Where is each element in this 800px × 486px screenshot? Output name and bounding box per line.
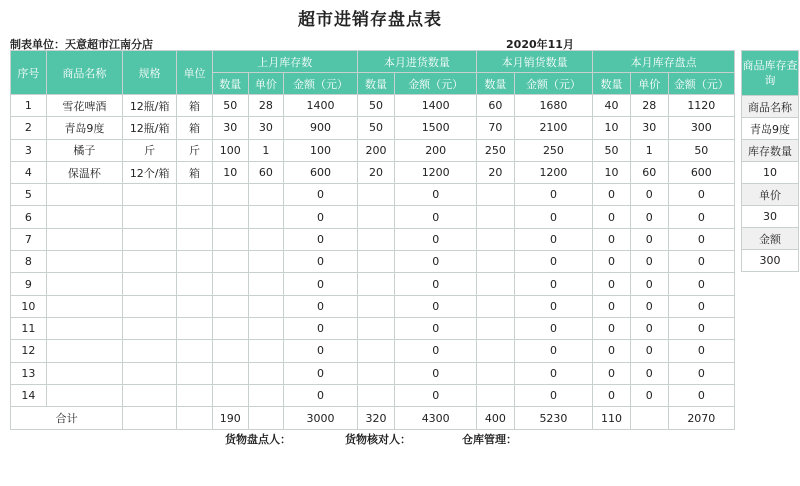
- purchase-amount-cell[interactable]: 200: [395, 139, 477, 161]
- prev-price-cell[interactable]: [248, 340, 284, 362]
- total-purchase-qty[interactable]: 320: [357, 407, 395, 430]
- row-seq-cell[interactable]: 9: [11, 273, 47, 295]
- unit-cell[interactable]: 斤: [177, 139, 213, 161]
- spec-cell[interactable]: [123, 362, 177, 384]
- purchase-amount-cell[interactable]: 0: [395, 184, 477, 206]
- prev-amount-cell[interactable]: 0: [284, 384, 357, 406]
- stock-qty-cell[interactable]: 0: [593, 295, 631, 317]
- stock-qty-cell[interactable]: 40: [593, 95, 631, 117]
- purchase-qty-cell[interactable]: [357, 340, 395, 362]
- purchase-qty-cell[interactable]: 20: [357, 161, 395, 183]
- unit-cell[interactable]: [177, 251, 213, 273]
- unit-cell[interactable]: [177, 317, 213, 339]
- prev-price-cell[interactable]: [248, 184, 284, 206]
- stock-price-cell[interactable]: 0: [630, 251, 668, 273]
- prev-qty-cell[interactable]: [212, 384, 248, 406]
- product-name-cell[interactable]: [46, 384, 122, 406]
- stock-amount-cell[interactable]: 0: [668, 184, 734, 206]
- row-seq-cell[interactable]: 8: [11, 251, 47, 273]
- product-name-cell[interactable]: [46, 184, 122, 206]
- row-seq-cell[interactable]: 14: [11, 384, 47, 406]
- stock-amount-cell[interactable]: 300: [668, 117, 734, 139]
- stock-amount-cell[interactable]: 0: [668, 228, 734, 250]
- purchase-qty-cell[interactable]: [357, 384, 395, 406]
- total-label[interactable]: 合计: [11, 407, 123, 430]
- purchase-amount-cell[interactable]: 0: [395, 384, 477, 406]
- sales-amount-cell[interactable]: 0: [514, 362, 593, 384]
- header-amount: 金额（元）: [668, 73, 734, 95]
- table-row: [11, 340, 735, 362]
- purchase-qty-cell[interactable]: [357, 295, 395, 317]
- sales-amount-cell[interactable]: 0: [514, 251, 593, 273]
- stock-price-cell[interactable]: 0: [630, 295, 668, 317]
- total-stock-amount[interactable]: 2070: [668, 407, 734, 430]
- table-row: [11, 317, 735, 339]
- purchase-qty-cell[interactable]: 200: [357, 139, 395, 161]
- row-seq-cell[interactable]: 10: [11, 295, 47, 317]
- prev-qty-cell[interactable]: 50: [212, 95, 248, 117]
- query-title: 商品库存查询: [742, 51, 798, 96]
- stock-amount-cell[interactable]: 0: [668, 340, 734, 362]
- product-name-cell[interactable]: [46, 317, 122, 339]
- table-row: [11, 362, 735, 384]
- spec-cell[interactable]: [123, 384, 177, 406]
- sales-amount-cell[interactable]: 0: [514, 295, 593, 317]
- stock-amount-cell[interactable]: 50: [668, 139, 734, 161]
- header-prev-stock: 上月库存数: [212, 51, 357, 73]
- query-price-label: 单价: [742, 184, 798, 206]
- purchase-qty-cell[interactable]: [357, 251, 395, 273]
- prev-amount-cell[interactable]: 0: [284, 295, 357, 317]
- total-prev-qty[interactable]: 190: [212, 407, 248, 430]
- purchase-amount-cell[interactable]: 1200: [395, 161, 477, 183]
- total-purchase-amount[interactable]: 4300: [395, 407, 477, 430]
- stock-amount-cell[interactable]: 0: [668, 384, 734, 406]
- sales-amount-cell[interactable]: 0: [514, 184, 593, 206]
- query-price-value[interactable]: 30: [742, 206, 798, 228]
- stock-query-panel: [741, 50, 799, 272]
- table-row: [11, 117, 735, 139]
- header-amount: 金额（元）: [284, 73, 357, 95]
- table-row: [11, 251, 735, 273]
- footer-checker: 货物核对人：: [345, 433, 411, 446]
- stock-qty-cell[interactable]: 50: [593, 139, 631, 161]
- header-qty: 数量: [357, 73, 395, 95]
- cell[interactable]: [123, 407, 177, 430]
- total-sales-qty[interactable]: 400: [476, 407, 514, 430]
- unit-cell[interactable]: [177, 384, 213, 406]
- prev-qty-cell[interactable]: [212, 273, 248, 295]
- stock-qty-cell[interactable]: 0: [593, 228, 631, 250]
- spec-cell[interactable]: [123, 206, 177, 228]
- product-name-cell[interactable]: [46, 273, 122, 295]
- stock-amount-cell[interactable]: 0: [668, 317, 734, 339]
- sales-amount-cell[interactable]: 0: [514, 206, 593, 228]
- cell[interactable]: [248, 407, 284, 430]
- stock-qty-cell[interactable]: 0: [593, 251, 631, 273]
- stock-amount-cell[interactable]: 0: [668, 295, 734, 317]
- prev-qty-cell[interactable]: [212, 362, 248, 384]
- stock-qty-cell[interactable]: 0: [593, 340, 631, 362]
- cell[interactable]: [177, 407, 213, 430]
- sales-qty-cell[interactable]: [476, 295, 514, 317]
- spec-cell[interactable]: 12个/箱: [123, 161, 177, 183]
- product-name-cell[interactable]: 橘子: [46, 139, 122, 161]
- header-amount: 金额（元）: [514, 73, 593, 95]
- purchase-qty-cell[interactable]: [357, 362, 395, 384]
- spec-cell[interactable]: [123, 340, 177, 362]
- stock-price-cell[interactable]: 0: [630, 273, 668, 295]
- purchase-qty-cell[interactable]: [357, 317, 395, 339]
- stock-amount-cell[interactable]: 0: [668, 362, 734, 384]
- stock-amount-cell[interactable]: 0: [668, 206, 734, 228]
- sales-qty-cell[interactable]: 60: [476, 95, 514, 117]
- stock-qty-cell[interactable]: 0: [593, 273, 631, 295]
- stock-qty-cell[interactable]: 10: [593, 161, 631, 183]
- sales-amount-cell[interactable]: 0: [514, 317, 593, 339]
- prev-price-cell[interactable]: 1: [248, 139, 284, 161]
- purchase-qty-cell[interactable]: 50: [357, 95, 395, 117]
- query-amount-label: 金额: [742, 228, 798, 250]
- stock-amount-cell[interactable]: 1120: [668, 95, 734, 117]
- product-name-cell[interactable]: 雪花啤酒: [46, 95, 122, 117]
- unit-cell[interactable]: 箱: [177, 117, 213, 139]
- table-row: [11, 139, 735, 161]
- purchase-amount-cell[interactable]: 0: [395, 228, 477, 250]
- stock-qty-cell[interactable]: 0: [593, 206, 631, 228]
- header-spec: 规格: [123, 51, 177, 95]
- table-row: [11, 384, 735, 406]
- prev-price-cell[interactable]: [248, 362, 284, 384]
- prev-qty-cell[interactable]: [212, 228, 248, 250]
- sales-amount-cell[interactable]: 2100: [514, 117, 593, 139]
- query-name-value[interactable]: 青岛9度: [742, 118, 798, 140]
- unit-cell[interactable]: [177, 228, 213, 250]
- sales-qty-cell[interactable]: [476, 273, 514, 295]
- query-qty-value[interactable]: 10: [742, 162, 798, 184]
- prev-amount-cell[interactable]: 0: [284, 273, 357, 295]
- prev-qty-cell[interactable]: [212, 340, 248, 362]
- prev-qty-cell[interactable]: 100: [212, 139, 248, 161]
- product-name-cell[interactable]: [46, 362, 122, 384]
- spec-cell[interactable]: [123, 273, 177, 295]
- row-seq-cell[interactable]: 4: [11, 161, 47, 183]
- total-sales-amount[interactable]: 5230: [514, 407, 593, 430]
- row-seq-cell[interactable]: 3: [11, 139, 47, 161]
- sales-qty-cell[interactable]: 250: [476, 139, 514, 161]
- prev-qty-cell[interactable]: 30: [212, 117, 248, 139]
- unit-cell[interactable]: [177, 362, 213, 384]
- sales-qty-cell[interactable]: 70: [476, 117, 514, 139]
- spec-cell[interactable]: 12瓶/箱: [123, 117, 177, 139]
- query-amount-value[interactable]: 300: [759, 254, 781, 267]
- header-qty: 数量: [476, 73, 514, 95]
- total-prev-amount[interactable]: 3000: [284, 407, 357, 430]
- sales-qty-cell[interactable]: [476, 384, 514, 406]
- row-seq-cell[interactable]: 5: [11, 184, 47, 206]
- product-name-cell[interactable]: [46, 340, 122, 362]
- stock-price-cell[interactable]: 0: [630, 184, 668, 206]
- stock-qty-cell[interactable]: 0: [593, 384, 631, 406]
- header-name: 商品名称: [46, 51, 122, 95]
- sales-amount-cell[interactable]: 0: [514, 340, 593, 362]
- prev-amount-cell[interactable]: 900: [284, 117, 357, 139]
- product-name-cell[interactable]: 保温杯: [46, 161, 122, 183]
- sales-amount-cell[interactable]: 0: [514, 273, 593, 295]
- query-name-label: 商品名称: [742, 96, 798, 118]
- table-row: [11, 228, 735, 250]
- footer-counter: 货物盘点人：: [225, 433, 291, 446]
- product-name-cell[interactable]: [46, 228, 122, 250]
- header-amount: 金额（元）: [395, 73, 477, 95]
- stock-price-cell[interactable]: 0: [630, 228, 668, 250]
- inventory-table: [10, 50, 735, 430]
- sales-amount-cell[interactable]: 250: [514, 139, 593, 161]
- sales-qty-cell[interactable]: [476, 206, 514, 228]
- stock-price-cell[interactable]: 0: [630, 340, 668, 362]
- purchase-amount-cell[interactable]: 1500: [395, 117, 477, 139]
- row-seq-cell[interactable]: 1: [11, 95, 47, 117]
- stock-qty-cell[interactable]: 0: [593, 317, 631, 339]
- purchase-qty-cell[interactable]: 50: [357, 117, 395, 139]
- prev-price-cell[interactable]: 30: [248, 117, 284, 139]
- prev-price-cell[interactable]: [248, 384, 284, 406]
- total-stock-qty[interactable]: 110: [593, 407, 631, 430]
- footer-manager: 仓库管理：: [462, 433, 517, 446]
- purchase-amount-cell[interactable]: 0: [395, 340, 477, 362]
- unit-cell[interactable]: 箱: [177, 161, 213, 183]
- row-seq-cell[interactable]: 2: [11, 117, 47, 139]
- stock-amount-cell[interactable]: 600: [668, 161, 734, 183]
- prev-qty-cell[interactable]: [212, 295, 248, 317]
- header-sales: 本月销货数量: [476, 51, 592, 73]
- prev-price-cell[interactable]: [248, 251, 284, 273]
- total-row: [11, 407, 735, 430]
- purchase-amount-cell[interactable]: 0: [395, 251, 477, 273]
- sales-amount-cell[interactable]: 0: [514, 384, 593, 406]
- product-name-cell[interactable]: [46, 206, 122, 228]
- row-seq-cell[interactable]: 12: [11, 340, 47, 362]
- header-qty: 数量: [593, 73, 631, 95]
- row-seq-cell[interactable]: 11: [11, 317, 47, 339]
- stock-price-cell[interactable]: 0: [630, 206, 668, 228]
- product-name-cell[interactable]: [46, 251, 122, 273]
- spec-cell[interactable]: [123, 184, 177, 206]
- cell[interactable]: [630, 407, 668, 430]
- table-row: [11, 184, 735, 206]
- sales-qty-cell[interactable]: [476, 228, 514, 250]
- table-row: [11, 95, 735, 117]
- sheet-title: 超市进销存盘点表: [298, 10, 442, 30]
- prev-price-cell[interactable]: [248, 295, 284, 317]
- prev-amount-cell[interactable]: 100: [284, 139, 357, 161]
- header-qty: 数量: [212, 73, 248, 95]
- sales-qty-cell[interactable]: [476, 340, 514, 362]
- stock-price-cell[interactable]: 28: [630, 95, 668, 117]
- unit-cell[interactable]: [177, 295, 213, 317]
- spec-cell[interactable]: 12瓶/箱: [123, 95, 177, 117]
- stock-price-cell[interactable]: 0: [630, 362, 668, 384]
- stock-price-cell[interactable]: 0: [630, 317, 668, 339]
- row-seq-cell[interactable]: 7: [11, 228, 47, 250]
- purchase-qty-cell[interactable]: [357, 273, 395, 295]
- prev-qty-cell[interactable]: [212, 317, 248, 339]
- prev-amount-cell[interactable]: 0: [284, 340, 357, 362]
- table-row: [11, 273, 735, 295]
- prev-amount-cell[interactable]: 0: [284, 317, 357, 339]
- header-price: 单价: [248, 73, 284, 95]
- spec-cell[interactable]: 斤: [123, 139, 177, 161]
- sales-qty-cell[interactable]: [476, 184, 514, 206]
- header-seq: 序号: [11, 51, 47, 95]
- prev-amount-cell[interactable]: 0: [284, 206, 357, 228]
- product-name-cell[interactable]: [46, 295, 122, 317]
- spec-cell[interactable]: [123, 317, 177, 339]
- sales-qty-cell[interactable]: [476, 251, 514, 273]
- prev-amount-cell[interactable]: 600: [284, 161, 357, 183]
- purchase-amount-cell[interactable]: 0: [395, 362, 477, 384]
- prev-amount-cell[interactable]: 0: [284, 362, 357, 384]
- row-seq-cell[interactable]: 13: [11, 362, 47, 384]
- stock-amount-cell[interactable]: 0: [668, 273, 734, 295]
- purchase-qty-cell[interactable]: [357, 206, 395, 228]
- prev-amount-cell[interactable]: 0: [284, 184, 357, 206]
- unit-cell[interactable]: 箱: [177, 95, 213, 117]
- header-purchase: 本月进货数量: [357, 51, 476, 73]
- stock-price-cell[interactable]: 30: [630, 117, 668, 139]
- unit-label: 制表单位：天意超市江南分店: [10, 38, 153, 51]
- sales-amount-cell[interactable]: 1200: [514, 161, 593, 183]
- prev-price-cell[interactable]: [248, 317, 284, 339]
- prev-amount-cell[interactable]: 0: [284, 251, 357, 273]
- header-price: 单价: [630, 73, 668, 95]
- purchase-amount-cell[interactable]: 0: [395, 295, 477, 317]
- sales-amount-cell[interactable]: 1680: [514, 95, 593, 117]
- prev-amount-cell[interactable]: 0: [284, 228, 357, 250]
- purchase-qty-cell[interactable]: [357, 228, 395, 250]
- query-qty-label: 库存数量: [742, 140, 798, 162]
- product-name-cell[interactable]: 青岛9度: [46, 117, 122, 139]
- table-row: [11, 295, 735, 317]
- spec-cell[interactable]: [123, 295, 177, 317]
- sales-qty-cell[interactable]: [476, 362, 514, 384]
- header-unit: 单位: [177, 51, 213, 95]
- table-row: [11, 161, 735, 183]
- stock-price-cell[interactable]: 0: [630, 384, 668, 406]
- prev-qty-cell[interactable]: 10: [212, 161, 248, 183]
- prev-price-cell[interactable]: [248, 273, 284, 295]
- prev-amount-cell[interactable]: 1400: [284, 95, 357, 117]
- prev-price-cell[interactable]: [248, 228, 284, 250]
- header-stocktake: 本月库存盘点: [593, 51, 735, 73]
- purchase-amount-cell[interactable]: 0: [395, 317, 477, 339]
- unit-cell[interactable]: [177, 206, 213, 228]
- sales-qty-cell[interactable]: [476, 317, 514, 339]
- stock-amount-cell[interactable]: 0: [668, 251, 734, 273]
- prev-price-cell[interactable]: 60: [248, 161, 284, 183]
- stock-qty-cell[interactable]: 0: [593, 362, 631, 384]
- stock-qty-cell[interactable]: 0: [593, 184, 631, 206]
- purchase-amount-cell[interactable]: 1400: [395, 95, 477, 117]
- table-row: [11, 206, 735, 228]
- unit-cell[interactable]: [177, 340, 213, 362]
- stock-price-cell[interactable]: 1: [630, 139, 668, 161]
- prev-qty-cell[interactable]: [212, 184, 248, 206]
- stock-qty-cell[interactable]: 10: [593, 117, 631, 139]
- unit-cell[interactable]: [177, 273, 213, 295]
- spec-cell[interactable]: [123, 228, 177, 250]
- sales-qty-cell[interactable]: 20: [476, 161, 514, 183]
- spec-cell[interactable]: [123, 251, 177, 273]
- prev-price-cell[interactable]: 28: [248, 95, 284, 117]
- stock-price-cell[interactable]: 60: [630, 161, 668, 183]
- prev-price-cell[interactable]: [248, 206, 284, 228]
- purchase-qty-cell[interactable]: [357, 184, 395, 206]
- purchase-amount-cell[interactable]: 0: [395, 206, 477, 228]
- sales-amount-cell[interactable]: 0: [514, 228, 593, 250]
- unit-cell[interactable]: [177, 184, 213, 206]
- report-date: 2020年11月: [506, 38, 574, 51]
- prev-qty-cell[interactable]: [212, 206, 248, 228]
- purchase-amount-cell[interactable]: 0: [395, 273, 477, 295]
- row-seq-cell[interactable]: 6: [11, 206, 47, 228]
- prev-qty-cell[interactable]: [212, 251, 248, 273]
